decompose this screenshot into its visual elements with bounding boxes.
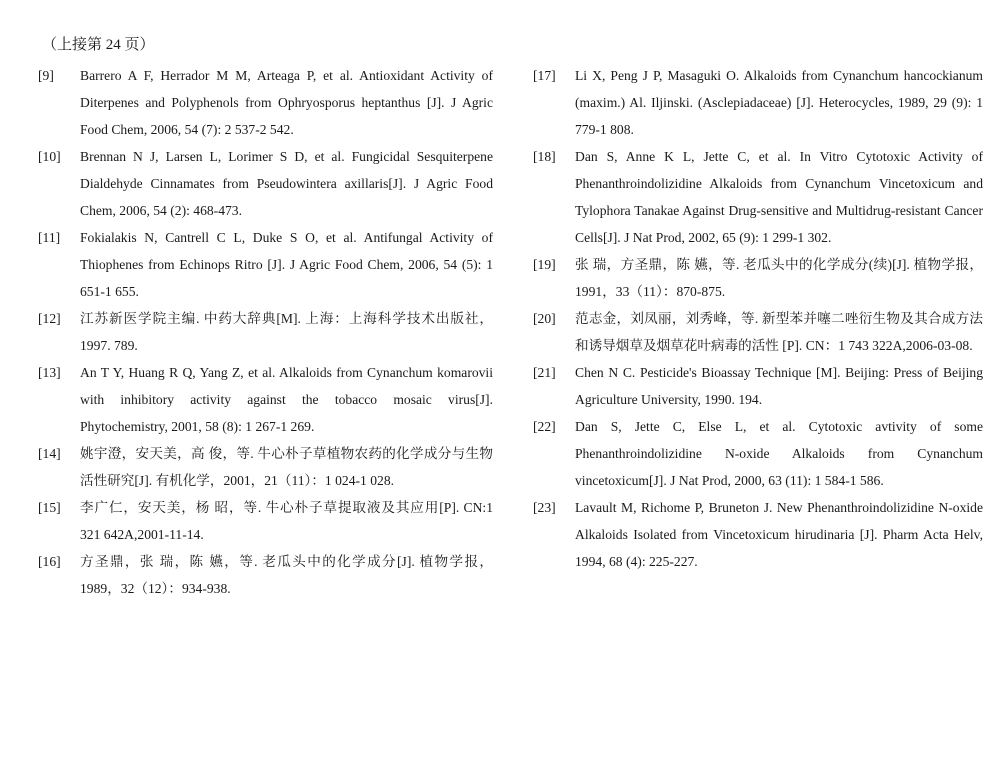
reference-16 — [38, 548, 493, 602]
reference-text: Fokialakis N, Cantrell C L, Duke S O, et al. Antifungal Activity of Thiophenes from Echinops Ritro [J]. J Agric Food Chem, 2006, 54 (5): 1 651-1 655. — [80, 230, 493, 299]
reference-text: Brennan N J, Larsen L, Lorimer S D, et al. Fungicidal Sesquiterpene Dialdehyde Cinnamates from Pseudowintera axillaris[J]. J Agric Food Chem, 2006, 54 (2): 468-473. — [80, 149, 493, 218]
reference-15 — [38, 494, 493, 548]
reference-text: 姚宇澄，安天美，高 俊，等. 牛心朴子草植物农药的化学成分与生物活性研究[J]. 有机化学，2001，21（11）：1 024-1 028. — [80, 446, 493, 488]
reference-19 — [533, 251, 983, 305]
reference-text: Dan S, Anne K L, Jette C, et al. In Vitro Cytotoxic Activity of Phenanthroindolizidine Alkaloids from Cynanchum Vincetoxicum and Tylophora Tanakae Against Drug-sensitive and Multidrug-resistant Cancer Cells[J]. J Nat Prod, 2002, 65 (9): 1 299-1 302. — [575, 149, 983, 245]
reference-column-right — [533, 62, 983, 575]
reference-number: [23] — [533, 500, 556, 515]
reference-number: [14] — [38, 446, 61, 461]
reference-number: [15] — [38, 500, 61, 515]
reference-number: [18] — [533, 149, 556, 164]
reference-number: [22] — [533, 419, 556, 434]
reference-18 — [533, 143, 983, 251]
reference-text: 江苏新医学院主编. 中药大辞典[M]. 上海：上海科学技术出版社，1997. 789. — [80, 311, 493, 353]
reference-10 — [38, 143, 493, 224]
reference-number: [20] — [533, 311, 556, 326]
reference-text: Barrero A F, Herrador M M, Arteaga P, et al. Antioxidant Activity of Diterpenes and Polyphenols from Ophryosporus heptanthus [J]. J Agric Food Chem, 2006, 54 (7): 2 537-2 542. — [80, 68, 493, 137]
reference-text: An T Y, Huang R Q, Yang Z, et al. Alkaloids from Cynanchum komarovii with inhibitory activity against the tobacco mosaic virus[J]. Phytochemistry, 2001, 58 (8): 1 267-1 269. — [80, 365, 493, 434]
reference-21 — [533, 359, 983, 413]
reference-column-left — [38, 62, 493, 602]
reference-number: [9] — [38, 68, 54, 83]
reference-text: Chen N C. Pesticide's Bioassay Technique [M]. Beijing: Press of Beijing Agriculture University, 1990. 194. — [575, 365, 983, 407]
reference-text: Lavault M, Richome P, Bruneton J. New Phenanthroindolizidine N-oxide Alkaloids Isolated from Vincetoxicum hirudinaria [J]. Pharm Acta Helv, 1994, 68 (4): 225-227. — [575, 500, 983, 569]
reference-22 — [533, 413, 983, 494]
reference-text: Dan S, Jette C, Else L, et al. Cytotoxic avtivity of some Phenanthroindolizidine N-oxide Alkaloids from Cynanchum vincetoxicum[J]. J Nat Prod, 2000, 63 (11): 1 584-1 586. — [575, 419, 983, 488]
reference-number: [16] — [38, 554, 61, 569]
reference-text: Li X, Peng J P, Masaguki O. Alkaloids from Cynanchum hancockianum (maxim.) Al. Iljinski. (Asclepiadaceae) [J]. Heterocycles, 1989, 29 (9): 1 779-1 808. — [575, 68, 983, 137]
reference-number: [17] — [533, 68, 556, 83]
reference-number: [12] — [38, 311, 61, 326]
reference-number: [10] — [38, 149, 61, 164]
reference-text: 范志金，刘凤丽，刘秀峰，等. 新型苯并噻二唑衍生物及其合成方法和诱导烟草及烟草花叶病毒的活性 [P]. CN：1 743 322A,2006-03-08. — [575, 311, 983, 353]
reference-20 — [533, 305, 983, 359]
reference-14 — [38, 440, 493, 494]
reference-text: 李广仁，安天美，杨 昭，等. 牛心朴子草提取液及其应用[P]. CN:1 321 642A,2001-11-14. — [80, 500, 493, 542]
reference-number: [21] — [533, 365, 556, 380]
reference-17 — [533, 62, 983, 143]
reference-13 — [38, 359, 493, 440]
reference-12 — [38, 305, 493, 359]
reference-text: 张 瑞，方圣鼎，陈 嬿，等. 老瓜头中的化学成分(续)[J]. 植物学报，1991，33（11）：870-875. — [575, 257, 983, 299]
reference-11 — [38, 224, 493, 305]
continuation-note: （上接第 24 页） — [42, 37, 155, 53]
reference-number: [19] — [533, 257, 556, 272]
reference-9 — [38, 62, 493, 143]
reference-number: [13] — [38, 365, 61, 380]
reference-text: 方圣鼎，张 瑞，陈 嬿，等. 老瓜头中的化学成分[J]. 植物学报，1989，32（12）：934-938. — [80, 554, 493, 596]
reference-23 — [533, 494, 983, 575]
reference-number: [11] — [38, 230, 61, 245]
